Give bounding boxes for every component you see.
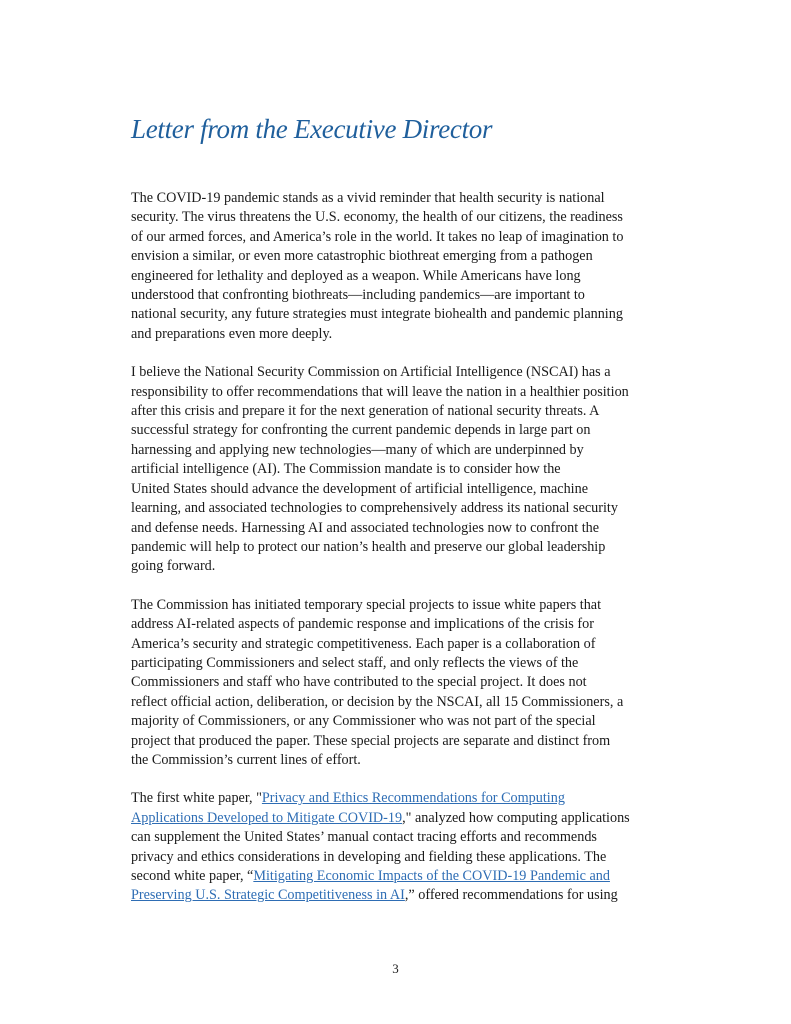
text-line: The Commission has initiated temporary special projects to issue white papers that: [131, 596, 602, 613]
text-line: The COVID-19 pandemic stands as a vivid reminder that health security is national: [131, 190, 605, 206]
text-line: majority of Commissioners, or any Commissioner who was not part of the special: [131, 713, 596, 730]
text-line: successful strategy for confronting the current pandemic depends in large part on: [131, 422, 591, 439]
text-line: national security, any future strategies must integrate biohealth and pandemic planning: [131, 306, 623, 323]
text-line: harnessing and applying new technologies—many of which are underpinned by: [131, 441, 584, 458]
text-line: participating Commissioners and select staff, and only reflects the views of the: [131, 654, 579, 671]
text-line: [131, 809, 663, 828]
text-line: can supplement the United States’ manual contact tracing efforts and recommends: [131, 829, 597, 846]
text-line: going forward.: [131, 558, 216, 575]
text-line: responsibility to offer recommendations that will leave the nation in a healthier position: [131, 383, 629, 400]
text-line: [131, 886, 663, 905]
text-line: understood that confronting biothreats––including pandemics—are important to: [131, 287, 585, 304]
economic-impacts-paper-link[interactable]: Mitigating Economic Impacts of the COVID-19 Pandemic and: [253, 868, 610, 884]
text-line: [131, 867, 663, 886]
text-line: artificial intelligence (AI). The Commission mandate is to consider how the: [131, 461, 561, 478]
text-line: pandemic will help to protect our nation’s health and preserve our global leadership: [131, 538, 606, 555]
text-fragment: ," analyzed how computing applications: [402, 809, 630, 826]
paragraph: [131, 189, 663, 344]
text-line: reflect official action, deliberation, or decision by the NSCAI, all 15 Commissioners, a: [131, 693, 624, 710]
page-title: Letter from the Executive Director: [131, 114, 493, 144]
text-line: the Commission’s current lines of effort.: [131, 751, 361, 768]
text-fragment: second white paper, “: [131, 868, 254, 884]
text-line: learning, and associated technologies to comprehensively address its national security: [131, 500, 618, 517]
text-line: after this crisis and prepare it for the next generation of national security threats. A: [131, 403, 600, 420]
text-line: privacy and ethics considerations in developing and fielding these applications. The: [131, 848, 607, 865]
text-line: envision a similar, or even more catastrophic biothreat emerging from a pathogen: [131, 248, 593, 265]
text-fragment: ,” offered recommendations for using: [404, 887, 618, 904]
text-line: security. The virus threatens the U.S. economy, the health of our citizens, the readiness: [131, 209, 623, 226]
text-line: America’s security and strategic competitiveness. Each paper is a collaboration of: [131, 635, 596, 652]
text-fragment: The first white paper, ": [131, 790, 262, 807]
letter-body: [131, 189, 663, 925]
text-line: I believe the National Security Commission on Artificial Intelligence (NSCAI) has a: [131, 364, 611, 381]
page-number: 3: [392, 961, 399, 976]
text-line: project that produced the paper. These special projects are separate and distinct from: [131, 732, 611, 749]
text-line: engineered for lethality and deployed as a weapon. While Americans have long: [131, 267, 581, 284]
privacy-ethics-paper-link[interactable]: Privacy and Ethics Recommendations for Computing: [261, 790, 565, 807]
paragraph: [131, 363, 663, 576]
text-line: United States should advance the development of artificial intelligence, machine: [131, 480, 588, 497]
economic-impacts-paper-link-continued[interactable]: Preserving U.S. Strategic Competitiveness in AI: [131, 887, 405, 904]
text-line: of our armed forces, and America’s role in the world. It takes no leap of imagination to: [131, 228, 624, 245]
text-line: [131, 789, 663, 808]
text-line: and defense needs. Harnessing AI and associated technologies now to confront the: [131, 519, 600, 536]
text-line: Commissioners and staff who have contributed to the special project. It does not: [131, 674, 587, 691]
text-line: address AI-related aspects of pandemic response and implications of the crisis for: [131, 616, 594, 633]
text-line: and preparations even more deeply.: [131, 325, 333, 342]
paragraph: [131, 596, 663, 771]
privacy-ethics-paper-link-continued[interactable]: Applications Developed to Mitigate COVID-19: [131, 809, 403, 826]
paragraph-white-papers: [131, 789, 663, 905]
